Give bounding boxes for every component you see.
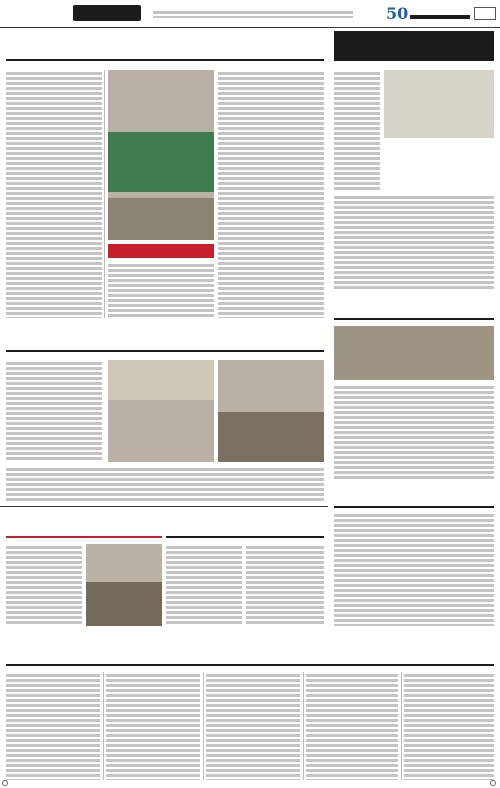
railway-photo-2	[218, 360, 324, 462]
masthead-rule	[0, 27, 500, 28]
lead-photo	[108, 70, 214, 240]
column-divider	[303, 672, 304, 780]
lead-headline	[6, 31, 324, 61]
professor-article-text-col-4	[306, 672, 398, 780]
photo-protesters	[86, 582, 162, 626]
professor-posts-headline	[6, 632, 494, 666]
lead-photo-caption	[108, 244, 214, 258]
professor-article-text-col-2	[106, 672, 200, 780]
publication-wordmark	[410, 15, 470, 19]
photo-banner	[108, 132, 214, 192]
photo-building	[108, 360, 214, 400]
dharana-article-text-col-1	[6, 544, 82, 626]
page-number	[474, 7, 496, 20]
railway-photo	[108, 360, 214, 462]
registration-mark	[490, 780, 496, 786]
congress-photo	[384, 70, 494, 138]
section-rule	[0, 506, 328, 507]
tribal-article-text-col-2	[246, 544, 324, 626]
publication-logo	[386, 3, 470, 25]
railway-article-text-col-1	[6, 360, 102, 460]
railway-headline	[6, 322, 324, 352]
column-divider	[401, 672, 402, 780]
photo-people	[108, 198, 214, 240]
professor-article-text-col-1	[6, 672, 100, 780]
dharana-photo	[86, 544, 162, 626]
column-divider	[203, 672, 204, 780]
lead-article-text-col-2	[108, 262, 214, 318]
professor-article-text-col-3	[206, 672, 300, 780]
photo-backdrop	[384, 70, 494, 138]
column-divider	[103, 672, 104, 780]
congress-article-text-col-1	[334, 70, 380, 190]
lead-article-text-col-1	[6, 70, 102, 318]
mp-article-text	[334, 384, 494, 480]
dharana-headline	[6, 510, 162, 538]
railway-article-text-col-2	[6, 466, 324, 502]
anniversary-number: 50	[386, 4, 409, 23]
mp-photo	[334, 326, 494, 380]
dateline	[153, 9, 353, 18]
photo-group	[334, 326, 494, 380]
health-article-text	[334, 512, 494, 626]
lead-article-text-col-3	[218, 70, 324, 318]
congress-article-text-col-2	[334, 194, 494, 290]
masthead	[0, 0, 500, 27]
professor-article-text-col-5	[404, 672, 494, 780]
section-name-badge	[73, 5, 141, 21]
congress-headline	[334, 31, 494, 61]
tribal-headline	[166, 510, 324, 538]
photo-crowd	[218, 412, 324, 462]
registration-mark	[2, 780, 8, 786]
mp-headline	[334, 294, 494, 320]
health-headline	[334, 484, 494, 508]
tribal-article-text-col-1	[166, 544, 242, 626]
column-divider	[104, 70, 105, 318]
